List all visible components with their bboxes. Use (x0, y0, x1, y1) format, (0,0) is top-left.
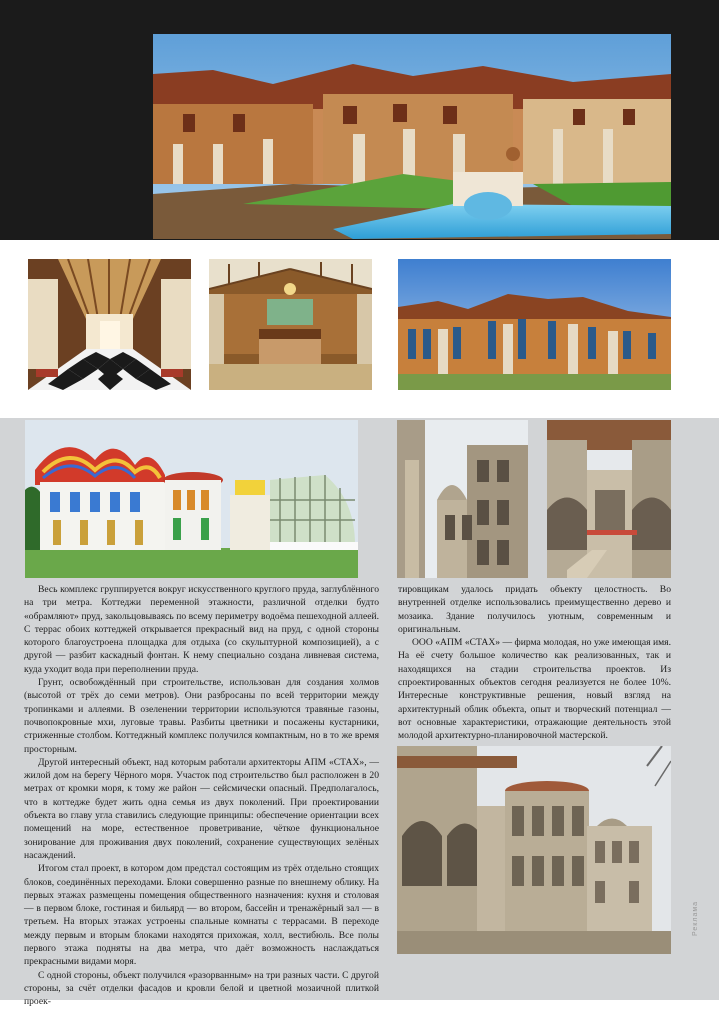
construction-photo-1 (397, 420, 528, 578)
top-banner-photo (153, 34, 671, 239)
article-paragraph: Другой интересный объект, над которым работали архитекторы АПМ «СТАХ», — жилой дом на берегу Чёрного моря. Участок под строительство был расположен в 20 метрах от кромки моря, к тому же район — сейсмически опасный. Предполагалось, что в коттедже будет жить одна семья из двух поколений. При проектировании объекта во главу угла ставились следующие принципы: обеспечение ориентации всех помещений на море, естественное проветривание, чёткое функциональное зонирование для проживания двух поколений, сохранение существующих зелёных насаждений. (24, 756, 379, 861)
article-paragraph: С одной стороны, объект получился «разорванным» на три разных части. С другой стороны, за счёт отделки фасадов и кровли белой и цветной мозаичной плиткой проек- (24, 969, 379, 1008)
seaside-house-render (25, 420, 358, 578)
construction-photo-3 (397, 746, 671, 954)
hall-interior-photo (28, 259, 191, 390)
article-paragraph: ООО «АПМ «СТАХ» — фирма молодая, но уже имеющая имя. На её счету большое количество как реализованных, так и находящихся на стадии строительства проектов. Из спроектированных объектов сегодня реализуется не более 10%. Интересные конструктивные решения, новый взгляд на архитектурный облик объекта, опыт и творческий потенциал — вот основные характеристики, отражающие деятельность этой молодой архитектурно-планировочной мастерской. (398, 637, 671, 742)
article-paragraph: Весь комплекс группируется вокруг искусственного круглого пруда, заглублённого на три метра. Коттеджи переменной этажности, различной отделки будто «обрамляют» пруд, закольцовываясь по всему периметру водоёма пешеходной аллеей. С террас обоих коттеджей открывается прекрасный вид на пруд, с одной стороны которого благоустроена площадка для отдыха (со скульптурной композицией), а с другой — разбит каскадный фонтан. К нему специально создана ливневая система, куда уходит вода при переполнении пруда. (24, 584, 379, 675)
article-left-column (24, 583, 379, 1009)
villa-facade-photo (398, 259, 671, 390)
article-paragraph: тировщикам удалось придать объекту целостность. Во внутренней отделке использовались преимущественно дерево и мозаика. Здание получилось уютным, современным и оригинальным. (398, 584, 671, 635)
article-paragraph: Итогом стал проект, в котором дом предстал состоящим из трёх отдельно стоящих блоков, соединённых переходами. Блоки совершенно разные по внешнему облику. На первых этажах размещены помещения общественного назначения: кухня и столовая — в первом блоке, гостиная и бильярд — во втором, бассейн и тренажёрный зал — в третьем. На вторых этажах устроены спальные комнаты с террасами. В переходе между первым и вторым блоками находятся прихожая, холл, вестибюль. Все полы первого этажа подняты на два метра, что даёт возможность наслаждаться прекрасными видами моря. (24, 863, 379, 968)
advertisement-label: Реклама (692, 900, 699, 936)
construction-photo-2 (547, 420, 671, 578)
article-paragraph: Грунт, освобождённый при строительстве, использован для создания холмов (высотой от трёх до семи метров). Они разбросаны по всей территории между тропинками и аллеями. В озеленении территории используются травяные газоны, почвопокровные мхи, луговые травы. Разбиты цветники и посажены кустарники, стриженные столбом. Коттеджный комплекс получился компактным, но в то же время просторным. (24, 677, 379, 755)
bedroom-interior-photo (209, 259, 372, 390)
article-right-column (398, 583, 671, 743)
